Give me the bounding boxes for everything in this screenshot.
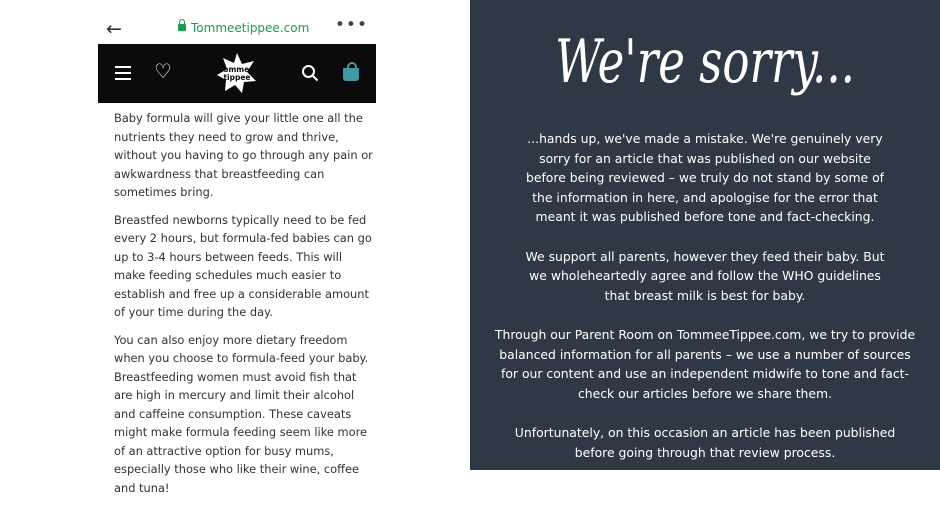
url-display[interactable] bbox=[178, 21, 309, 35]
article-body bbox=[114, 109, 376, 506]
hamburger-menu-icon[interactable] bbox=[115, 66, 131, 80]
apology-statement bbox=[470, 0, 940, 470]
article-paragraph-2: Breastfed newborns typically need to be fed every 2 hours, but formula-fed babies can go up to 3-4 hours between feeds. This will make feeding schedules much easier to establish and free up a considerable amount of your time during the day. bbox=[114, 212, 372, 319]
more-dots-icon[interactable]: ••• bbox=[334, 15, 368, 35]
shopping-bag-icon[interactable] bbox=[343, 68, 359, 81]
logo-text-top: tommee bbox=[219, 65, 255, 74]
lock-icon bbox=[178, 24, 186, 31]
back-arrow-icon[interactable]: ← bbox=[106, 18, 122, 40]
apology-headline bbox=[470, 6, 940, 106]
search-icon[interactable] bbox=[301, 64, 319, 82]
article-paragraph-1: Baby formula will give your little one all the nutrients they need to grow and thrive, without you having to go through any pain or awkwardness that breastfeeding can sometimes bring. bbox=[114, 111, 373, 199]
tommee-tippee-logo[interactable] bbox=[216, 52, 258, 94]
headline-text: We're sorry... bbox=[555, 27, 855, 97]
apology-paragraph-1: ...hands up, we've made a mistake. We're genuinely very sorry for an article that was published on our website before being reviewed – we truly do not stand by some of the information in here, and apologise for the error that meant it was published before tone and fact-checking. bbox=[525, 131, 885, 225]
logo-text-bottom: tippee bbox=[223, 73, 251, 82]
site-header bbox=[98, 44, 376, 103]
url-text: Tommeetippee.com bbox=[191, 21, 310, 35]
heart-icon[interactable]: ♡ bbox=[154, 59, 172, 83]
apology-paragraph-3: Through our Parent Room on TommeeTippee.com, we try to provide balanced information for all parents – we use a number of sources for our content and use an independent midwife to tone and fact-check our articles before we share them. bbox=[494, 326, 916, 401]
apology-paragraph-4: Unfortunately, on this occasion an article has been published before going through that review process. bbox=[514, 424, 896, 460]
apology-paragraph-2: We support all parents, however they feed their baby. But we wholeheartedly agree and follow the WHO guidelines that breast milk is best for baby. bbox=[525, 248, 885, 303]
article-paragraph-3: You can also enjoy more dietary freedom when you choose to formula-feed your baby. Breastfeeding women must avoid fish that are high in mercury and limit their alcohol and caffeine consumption. These caveats might make formula feeding seem like more of an attractive option for busy mums, especially those who like their wine, coffee and tuna! bbox=[114, 332, 369, 495]
apology-text bbox=[470, 129, 940, 482]
mobile-article-screenshot bbox=[0, 0, 470, 495]
browser-address-bar bbox=[98, 12, 376, 46]
